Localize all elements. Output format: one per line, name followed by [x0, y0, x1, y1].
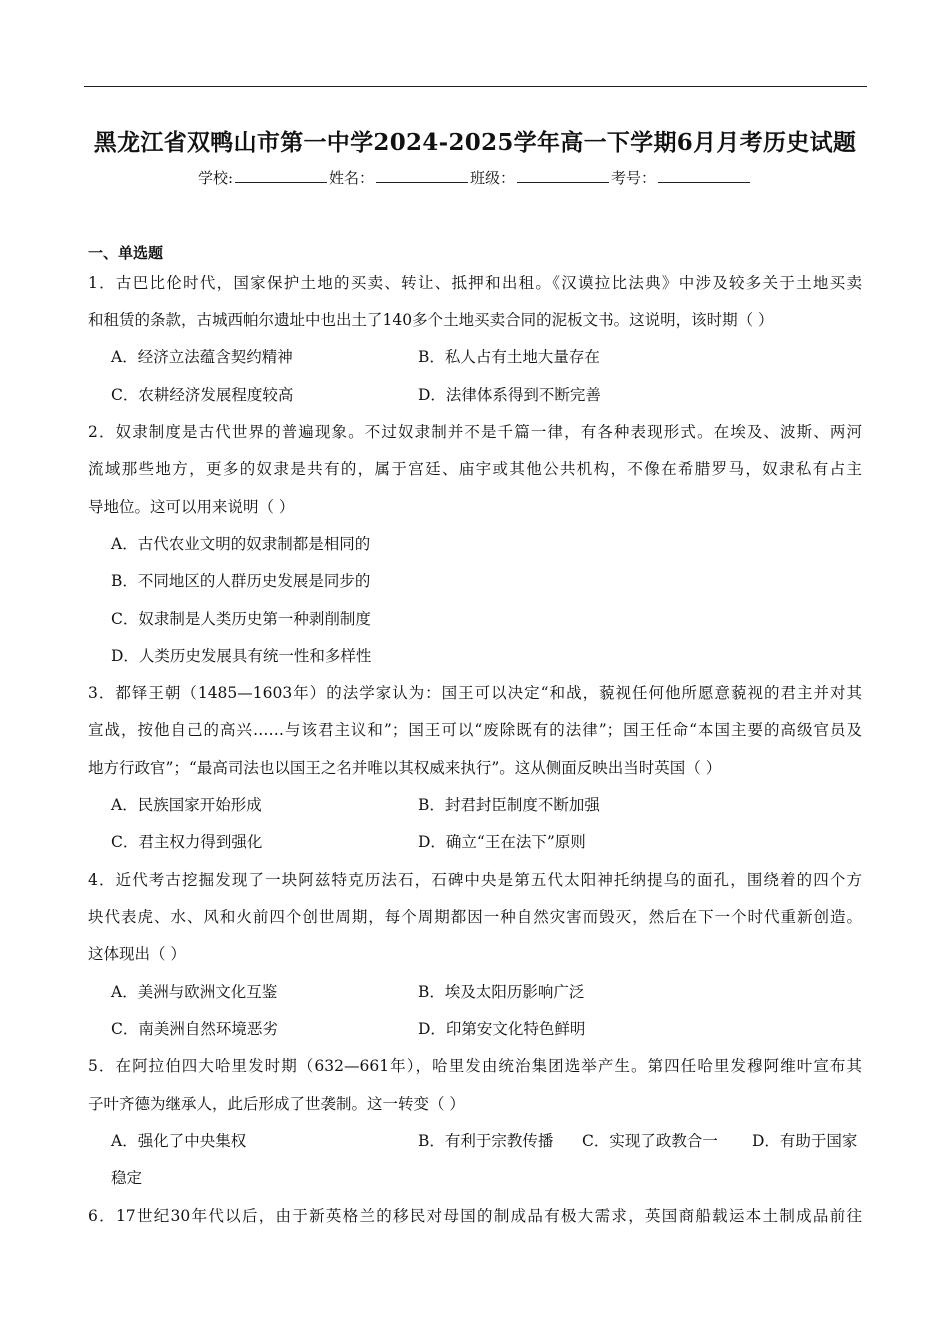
question-5-option-d: D．有助于国家 — [752, 1132, 858, 1150]
school-blank — [235, 168, 327, 183]
section-heading: 一、单选题 — [88, 244, 164, 262]
exam-no-blank — [658, 168, 750, 183]
question-3-line-1: 3．都铎王朝（1485—1603年）的法学家认为：国王可以决定“和战，藐视任何他所愿意藐视的君主并对其 — [88, 684, 862, 702]
exam-no-label: 考号： — [611, 169, 657, 187]
exam-title: 黑龙江省双鸭山市第一中学2024-2025学年高一下学期6月月考历史试题 — [93, 129, 857, 156]
question-1-option-a: A．经济立法蕴含契约精神 — [111, 348, 293, 366]
question-5-line-2: 子叶齐德为继承人，此后形成了世袭制。这一转变（ ） — [88, 1095, 465, 1113]
question-4-option-c: C．南美洲自然环境恶劣 — [111, 1020, 278, 1038]
question-3-option-a: A．民族国家开始形成 — [111, 796, 262, 814]
question-2-line-3: 导地位。这可以用来说明（ ） — [88, 498, 295, 516]
question-4-line-1: 4．近代考古挖掘发现了一块阿兹特克历法石，石碑中央是第五代太阳神托纳提乌的面孔，围绕着的四个方 — [88, 871, 862, 889]
question-5-line-1: 5．在阿拉伯四大哈里发时期（632—661年），哈里发由统治集团选举产生。第四任哈里发穆阿维叶宣布其 — [88, 1057, 862, 1075]
question-4-option-d: D．印第安文化特色鲜明 — [418, 1020, 586, 1038]
question-1-line-2: 和租赁的条款，古城西帕尔遗址中也出土了140多个土地买卖合同的泥板文书。这说明，该时期（ ） — [88, 311, 774, 329]
question-5-option-b: B．有利于宗教传播 — [418, 1132, 554, 1150]
question-5-option-d-wrap: 稳定 — [111, 1169, 143, 1187]
school-label: 学校: — [197, 169, 233, 187]
question-2-option-d: D．人类历史发展具有统一性和多样性 — [111, 647, 372, 665]
question-3-option-c: C．君主权力得到强化 — [111, 833, 263, 851]
question-4-line-2: 块代表虎、水、风和火前四个创世周期，每个周期都因一种自然灾害而毁灭，然后在下一个时代重新创造。 — [88, 908, 862, 926]
question-4-option-b: B．埃及太阳历影响广泛 — [418, 983, 585, 1001]
question-4-option-a: A．美洲与欧洲文化互鉴 — [111, 983, 278, 1001]
question-2-option-b: B．不同地区的人群历史发展是同步的 — [111, 572, 371, 590]
question-3-option-b: B．封君封臣制度不断加强 — [418, 796, 600, 814]
question-2-option-a: A．古代农业文明的奴隶制都是相同的 — [111, 535, 371, 553]
question-4-line-3: 这体现出（ ） — [88, 945, 186, 963]
class-blank — [517, 168, 609, 183]
question-5-option-a: A．强化了中央集权 — [111, 1132, 247, 1150]
question-2-line-2: 流域那些地方，更多的奴隶是共有的，属于宫廷、庙宇或其他公共机构，不像在希腊罗马，奴隶私有占主 — [88, 460, 862, 478]
question-2-line-1: 2．奴隶制度是古代世界的普遍现象。不过奴隶制并不是千篇一律，有各种表现形式。在埃及、波斯、两河 — [88, 423, 862, 441]
class-label: 班级： — [470, 169, 516, 187]
question-1-option-c: C．农耕经济发展程度较高 — [111, 386, 294, 404]
question-3-option-d: D．确立“王在法下”原则 — [418, 833, 586, 851]
question-3-line-3: 地方行政官”；“最高司法也以国王之名并唯以其权威来执行”。这从侧面反映出当时英国（ ） — [88, 759, 722, 777]
question-2-option-c: C．奴隶制是人类历史第一种剥削制度 — [111, 610, 371, 628]
question-1-line-1: 1．古巴比伦时代，国家保护土地的买卖、转让、抵押和出租。《汉谟拉比法典》中涉及较多关于土地买卖 — [88, 274, 862, 292]
name-blank — [376, 168, 468, 183]
question-1-option-d: D．法律体系得到不断完善 — [418, 386, 601, 404]
question-5-option-c: C．实现了政教合一 — [582, 1132, 718, 1150]
top-divider — [84, 86, 867, 87]
name-label: 姓名： — [329, 169, 375, 187]
question-1-option-b: B．私人占有土地大量存在 — [418, 348, 600, 366]
question-3-line-2: 宣战，按他自己的高兴……与该君主议和”；国王可以“废除既有的法律”；国王任命“本国主要的高级官员及 — [88, 721, 862, 739]
student-info-line — [60, 167, 890, 188]
question-6-line-1: 6．17世纪30年代以后，由于新英格兰的移民对母国的制成品有极大需求，英国商船载运本土制成品前往 — [88, 1207, 862, 1225]
